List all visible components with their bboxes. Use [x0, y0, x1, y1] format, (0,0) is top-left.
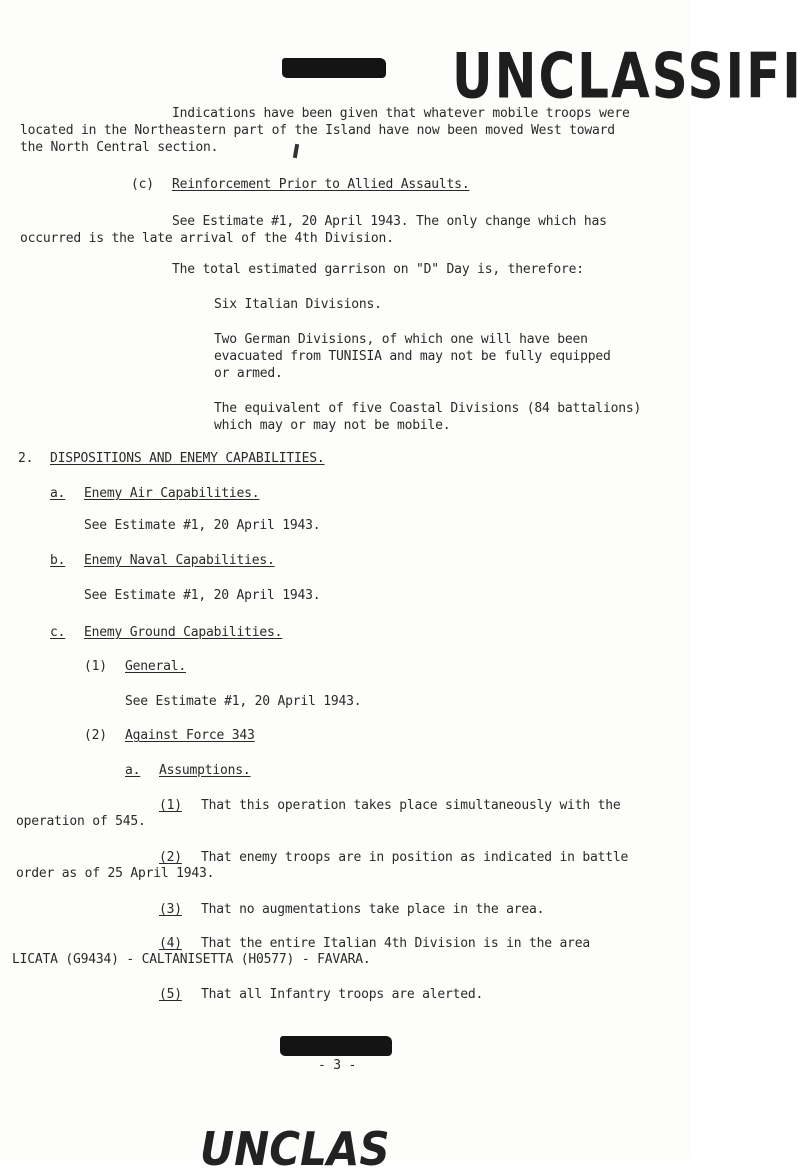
- sub-item-text: See Estimate #1, 20 April 1943.: [125, 694, 362, 709]
- garrison-item: The equivalent of five Coastal Divisions (84 battalions): [214, 401, 642, 416]
- sub-item-number: (1): [84, 659, 107, 674]
- assumption-text: That this operation takes place simultaneously with the: [201, 798, 621, 813]
- assumption-number: (3): [159, 902, 182, 917]
- garrison-item: Two German Divisions, of which one will have been: [214, 332, 588, 347]
- assumption-text: That all Infantry troops are alerted.: [201, 987, 484, 1002]
- subsection-number: (c): [131, 177, 154, 192]
- garrison-item: evacuated from TUNISIA and may not be fully equipped: [214, 349, 611, 364]
- assumption-text: operation of 545.: [16, 814, 146, 829]
- assumption-text: order as of 25 April 1943.: [16, 866, 215, 881]
- assumptions-letter: a.: [125, 763, 141, 778]
- paragraph-line: See Estimate #1, 20 April 1943. The only change which has: [172, 214, 607, 229]
- assumption-number: (5): [159, 987, 182, 1002]
- ink-mark: [293, 144, 299, 158]
- garrison-item: Six Italian Divisions.: [214, 297, 382, 312]
- sub-item-number: (2): [84, 728, 107, 743]
- paragraph-line: occurred is the late arrival of the 4th Division.: [20, 231, 394, 246]
- assumption-text: That enemy troops are in position as indicated in battle: [201, 850, 629, 865]
- item-title: Enemy Ground Capabilities.: [84, 625, 283, 640]
- sub-item-title: General.: [125, 659, 187, 674]
- paragraph-line: Indications have been given that whatever mobile troops were: [172, 106, 630, 121]
- assumption-number: (2): [159, 850, 182, 865]
- assumption-text: LICATA (G9434) - CALTANISETTA (H0577) - FAVARA.: [12, 952, 371, 967]
- section-title: DISPOSITIONS AND ENEMY CAPABILITIES.: [50, 451, 325, 466]
- item-title: Enemy Naval Capabilities.: [84, 553, 275, 568]
- paragraph-line: The total estimated garrison on "D" Day is, therefore:: [172, 262, 584, 277]
- sub-item-title: Against Force 343: [125, 728, 255, 743]
- assumption-text: That no augmentations take place in the area.: [201, 902, 545, 917]
- item-letter: a.: [50, 486, 66, 501]
- unclassified-stamp-top: UNCLASSIFI: [452, 40, 803, 113]
- unclassified-stamp-bottom: UNCLAS: [200, 1122, 390, 1176]
- assumption-number: (4): [159, 936, 182, 951]
- item-text: See Estimate #1, 20 April 1943.: [84, 518, 321, 533]
- item-letter: b.: [50, 553, 66, 568]
- garrison-item: which may or may not be mobile.: [214, 418, 451, 433]
- assumption-number: (1): [159, 798, 182, 813]
- section-number: 2.: [18, 451, 34, 466]
- assumption-text: That the entire Italian 4th Division is in the area: [201, 936, 590, 951]
- assumptions-title: Assumptions.: [159, 763, 251, 778]
- item-letter: c.: [50, 625, 66, 640]
- item-title: Enemy Air Capabilities.: [84, 486, 260, 501]
- subsection-title: Reinforcement Prior to Allied Assaults.: [172, 177, 470, 192]
- page-number: - 3 -: [318, 1058, 357, 1073]
- paragraph-line: located in the Northeastern part of the Island have now been moved West toward: [20, 123, 615, 138]
- redaction-bar-top: [282, 58, 386, 78]
- redaction-bar-bottom: [280, 1036, 392, 1056]
- item-text: See Estimate #1, 20 April 1943.: [84, 588, 321, 603]
- paragraph-line: the North Central section.: [20, 140, 219, 155]
- garrison-item: or armed.: [214, 366, 283, 381]
